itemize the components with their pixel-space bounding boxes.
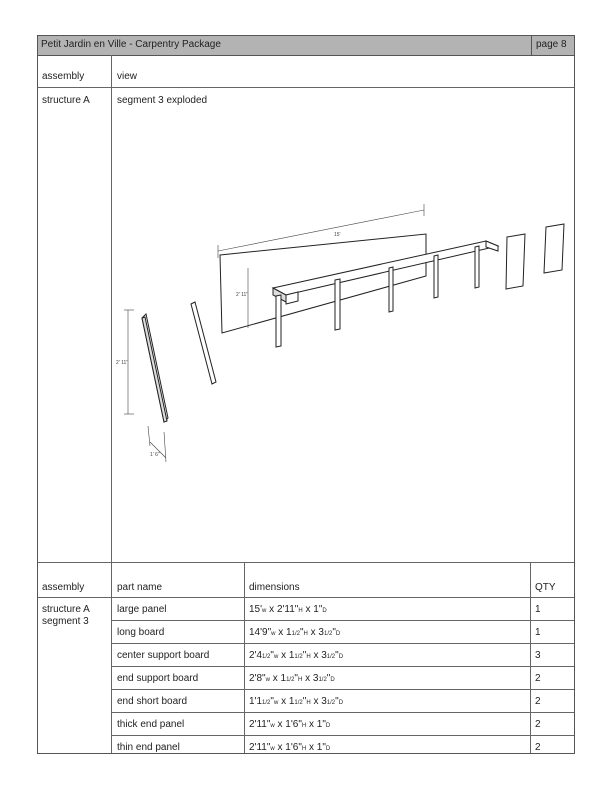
part-name: large panel <box>117 604 167 615</box>
page-number: page 8 <box>536 39 567 50</box>
dim-label-end-height: 2' 11" <box>116 360 129 366</box>
part-qty: 1 <box>535 604 541 615</box>
thin-end-panel-left <box>191 302 216 384</box>
part-name: end support board <box>117 673 199 684</box>
part-qty: 3 <box>535 650 541 661</box>
document-sheet <box>37 35 575 754</box>
parts-col-dimensions: dimensions <box>249 582 300 593</box>
part-qty: 2 <box>535 719 541 730</box>
dim-label-panel-height: 2' 11" <box>236 292 249 298</box>
parts-col-part-name: part name <box>117 582 163 593</box>
part-name: center support board <box>117 650 210 661</box>
parts-assembly-line2: segment 3 <box>42 616 89 627</box>
row-divider <box>111 666 574 667</box>
part-dimensions: 2'8"w x 11/2"H x 31/2"D <box>249 673 335 684</box>
view-header-line <box>38 87 574 88</box>
part-name: long board <box>117 627 165 638</box>
part-qty: 2 <box>535 673 541 684</box>
dim-label-end-width: 1' 6" <box>150 452 160 458</box>
row-divider <box>111 620 574 621</box>
part-dimensions: 2'11"w x 1'6"H x 1"D <box>249 742 331 753</box>
view-title: segment 3 exploded <box>117 95 208 106</box>
row-divider <box>111 712 574 713</box>
parts-header-line <box>38 597 574 598</box>
part-dimensions: 15'w x 2'11"H x 1"D <box>249 604 327 615</box>
parts-assembly-line1: structure A <box>42 604 90 615</box>
view-col-assembly: assembly <box>42 71 85 82</box>
row-divider <box>111 689 574 690</box>
qty-column-divider <box>530 562 531 753</box>
row-divider <box>111 643 574 644</box>
view-assembly-name: structure A <box>42 95 90 106</box>
part-qty: 2 <box>535 742 541 753</box>
dim-label-15: 15' <box>334 232 341 238</box>
part-dimensions: 2'41/2"w x 11/2"H x 31/2"D <box>249 650 344 661</box>
part-dimensions: 2'11"w x 1'6"H x 1"D <box>249 719 331 730</box>
header-bar <box>38 36 574 56</box>
thick-end-panel-left <box>142 314 168 422</box>
part-name: thin end panel <box>117 742 180 753</box>
part-dimensions: 1'11/2"w x 11/2"H x 31/2"D <box>249 696 344 707</box>
header-divider <box>531 36 532 55</box>
dimensions-column-divider <box>244 562 245 753</box>
part-dimensions: 14'9"w x 11/2"H x 31/2"D <box>249 627 341 638</box>
thin-end-panel-right <box>506 234 525 289</box>
row-divider <box>111 735 574 736</box>
exploded-drawing <box>114 106 574 556</box>
assembly-column-divider <box>111 55 112 753</box>
part-qty: 2 <box>535 696 541 707</box>
part-qty: 1 <box>535 627 541 638</box>
document-title: Petit Jardin en Ville - Carpentry Package <box>41 39 221 50</box>
thick-end-panel-right <box>544 224 564 273</box>
part-name: end short board <box>117 696 188 707</box>
view-col-view: view <box>117 71 138 82</box>
part-name: thick end panel <box>117 719 185 730</box>
parts-col-qty: QTY <box>535 582 556 593</box>
parts-col-assembly: assembly <box>42 582 85 593</box>
parts-top-line <box>38 562 574 563</box>
